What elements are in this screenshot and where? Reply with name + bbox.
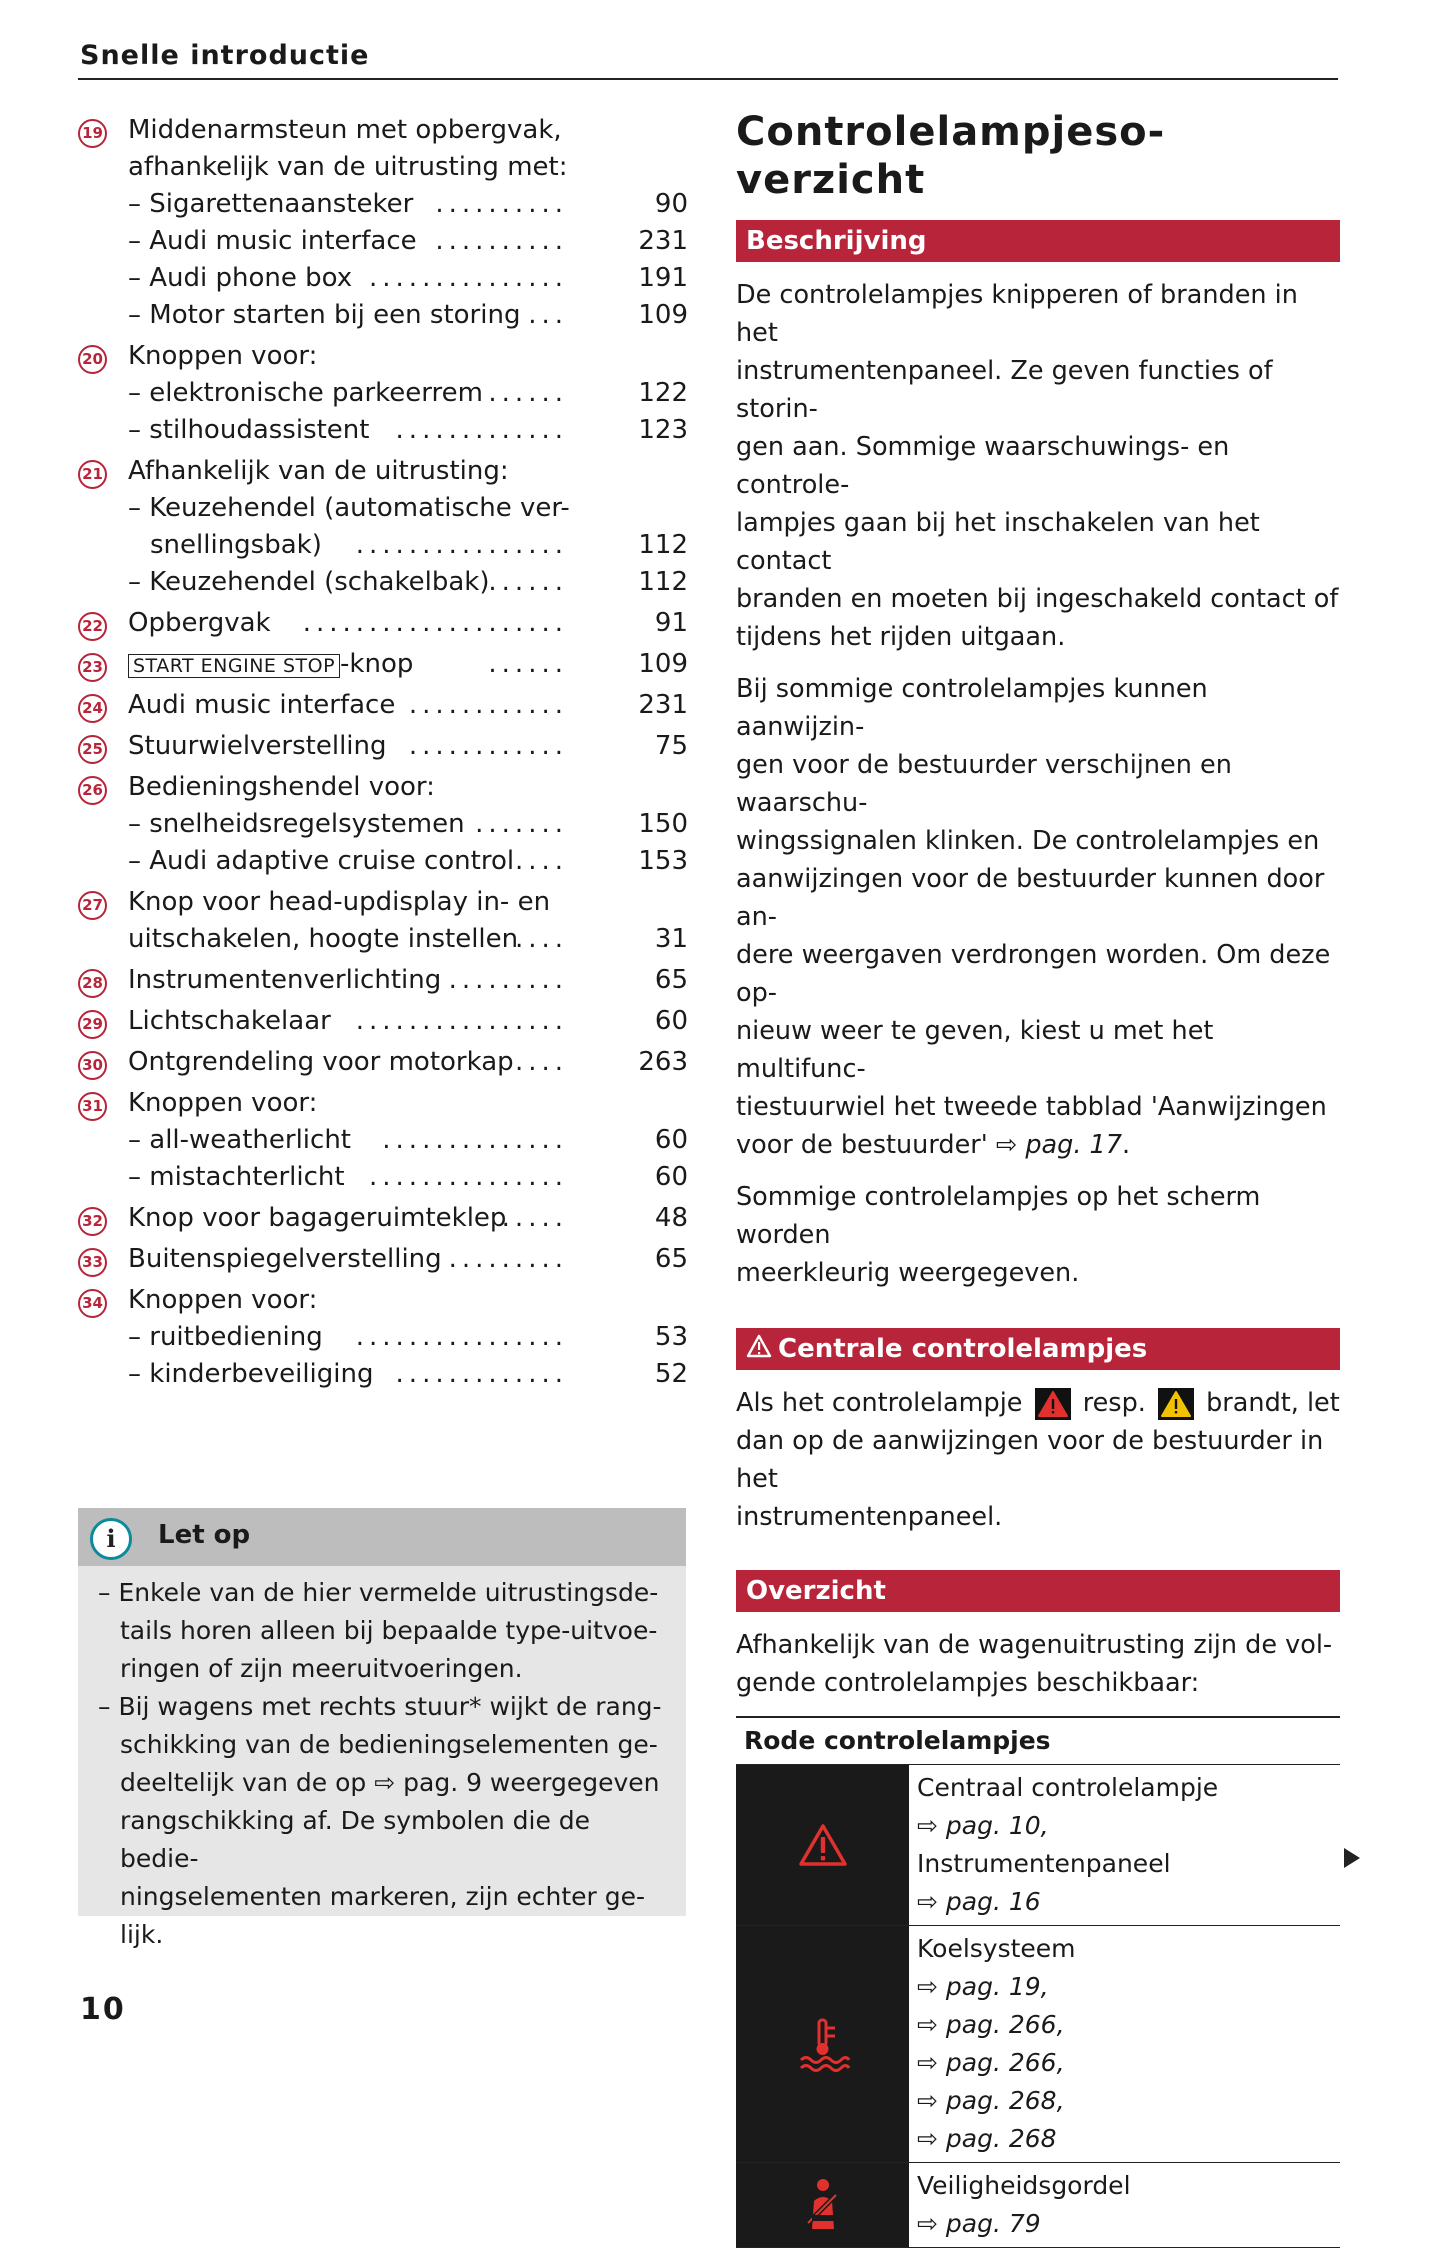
item-number-badge: 28 xyxy=(78,969,107,998)
toc-row xyxy=(78,1319,688,1356)
paragraph-1 xyxy=(736,276,1340,656)
toc-label xyxy=(128,1003,331,1040)
note-line: ningselementen markeren, zijn echter ge- xyxy=(120,1882,646,1911)
leader-dots: .............. xyxy=(382,1125,568,1155)
para-line: nieuw weer te geven, kiest u met het multifunc- xyxy=(736,1016,1214,1084)
list-item xyxy=(78,338,688,449)
para-line: Afhankelijk van de wagenuitrusting zijn de vol- xyxy=(736,1630,1333,1660)
toc-label: – Sigarettenaansteker xyxy=(128,189,414,219)
note-line: ringen of zijn meeruitvoeringen. xyxy=(120,1654,523,1683)
page-ref: 52 xyxy=(654,1359,688,1389)
item-number-badge: 30 xyxy=(78,1051,107,1080)
para-line: Bij sommige controlelampjes kunnen aanwijzin- xyxy=(736,674,1208,742)
para-line: dere weergaven verdrongen worden. Om deze op- xyxy=(736,940,1331,1008)
toc-row xyxy=(78,564,688,601)
leader-dots: ................ xyxy=(355,1322,568,1352)
item-number-badge: 25 xyxy=(78,735,107,764)
item-number-badge: 34 xyxy=(78,1289,107,1318)
note-body xyxy=(78,1566,686,1954)
page-link: ⇨ pag. 268, xyxy=(917,2086,1065,2115)
toc-row xyxy=(78,962,688,999)
leader-dots: ......... xyxy=(448,1244,568,1274)
list-item xyxy=(78,1241,688,1278)
list-item xyxy=(78,769,688,880)
item-number-badge: 32 xyxy=(78,1207,107,1236)
lamp-name: Centraal controlelampje xyxy=(917,1773,1219,1802)
note-title: Let op xyxy=(158,1520,251,1550)
toc-label: – stilhoudassistent xyxy=(128,415,370,445)
leader-dots: ............ xyxy=(408,731,568,761)
item-label: Knop voor bagageruimteklep xyxy=(128,1203,507,1233)
para-line: gen voor de bestuurder verschijnen en waarschu- xyxy=(736,750,1232,818)
toc-row xyxy=(78,687,688,724)
toc-row xyxy=(78,223,688,260)
item-label: Lichtschakelaar xyxy=(128,1006,331,1036)
leader-dots: .... xyxy=(514,1047,568,1077)
item-number-badge: 26 xyxy=(78,776,107,805)
page-ref: 31 xyxy=(654,924,688,954)
toc-row xyxy=(78,1200,688,1237)
para-line: Sommige controlelampjes op het scherm worden xyxy=(736,1182,1261,1250)
page-link: ⇨ pag. 266, xyxy=(917,2010,1065,2039)
item-text: Middenarmsteun met opbergvak, xyxy=(128,115,562,145)
list-item xyxy=(78,1200,688,1237)
toc-label: – all-weatherlicht xyxy=(128,1125,351,1155)
warning-triangle-icon xyxy=(746,1329,772,1371)
toc-row xyxy=(78,260,688,297)
list-item xyxy=(78,112,688,334)
para-line: wingssignalen klinken. De controlelampjes en xyxy=(736,826,1320,856)
item-number-badge: 22 xyxy=(78,612,107,641)
toc-row xyxy=(78,527,688,564)
page-link: ⇨ pag. 266, xyxy=(917,2048,1065,2077)
page-ref: 112 xyxy=(638,567,688,597)
item-text: Afhankelijk van de uitrusting: xyxy=(128,456,509,486)
item-text: Bedieningshendel voor: xyxy=(128,772,435,802)
item-number-badge: 33 xyxy=(78,1248,107,1277)
para-line: instrumentenpaneel. Ze geven functies of storin- xyxy=(736,356,1273,424)
toc-row xyxy=(78,186,688,223)
page-ref: 122 xyxy=(638,378,688,408)
toc-row xyxy=(78,1044,688,1081)
para-line: branden en moeten bij ingeschakeld contact of xyxy=(736,584,1339,614)
paragraph-2 xyxy=(736,670,1340,1164)
list-item xyxy=(78,605,688,642)
leader-dots: .......... xyxy=(435,189,568,219)
toc-label: – Motor starten bij een storing xyxy=(128,300,521,330)
toc-row xyxy=(78,1003,688,1040)
list-item xyxy=(78,1085,688,1196)
page-ref: 150 xyxy=(638,809,688,839)
page-ref: 60 xyxy=(654,1125,688,1155)
leader-dots: ....... xyxy=(475,809,568,839)
leader-dots: ................ xyxy=(355,530,568,560)
item-label: Instrumentenverlichting xyxy=(128,965,442,995)
red-warning-lamp-icon xyxy=(1035,1388,1071,1420)
leader-dots: ................ xyxy=(355,1006,568,1036)
page-ref: 123 xyxy=(638,415,688,445)
note-bullet xyxy=(98,1574,666,1688)
toc-label xyxy=(128,687,395,724)
page-ref: 60 xyxy=(654,1162,688,1192)
para-text: . xyxy=(1122,1130,1131,1160)
leader-dots: ............ xyxy=(408,690,568,720)
page-ref: 231 xyxy=(638,690,688,720)
para-line xyxy=(736,1126,1340,1164)
note-line: schikking van de bedieningselementen ge- xyxy=(120,1730,658,1759)
list-item xyxy=(78,1282,688,1393)
note-header xyxy=(78,1508,686,1566)
para-text: resp. xyxy=(1082,1388,1146,1418)
toc-label: uitschakelen, hoogte instellen xyxy=(128,924,519,954)
start-engine-stop-key: START ENGINE STOP xyxy=(128,654,340,678)
section-bar-beschrijving: Beschrijving xyxy=(736,220,1340,262)
toc-label xyxy=(128,1044,514,1081)
item-label: Buitenspiegelverstelling xyxy=(128,1244,442,1274)
note-box xyxy=(78,1508,686,1949)
toc-row xyxy=(78,728,688,765)
lamp-name: Veiligheidsgordel xyxy=(917,2171,1131,2200)
item-number-badge: 27 xyxy=(78,891,107,920)
page-header xyxy=(78,38,1338,80)
list-item xyxy=(78,687,688,724)
note-line: rangschikking af. De symbolen die de bedie- xyxy=(120,1806,591,1873)
note-line: – Bij wagens met rechts stuur* wijkt de rang- xyxy=(98,1692,662,1721)
right-column xyxy=(736,108,1340,2248)
page-ref: 53 xyxy=(654,1322,688,1352)
page-ref: 65 xyxy=(654,1244,688,1274)
toc-row xyxy=(78,1122,688,1159)
table-row xyxy=(736,1765,1340,1926)
next-page-arrow-icon xyxy=(1344,1848,1360,1868)
section-bar-centrale xyxy=(736,1328,1340,1370)
para-line: De controlelampjes knipperen of branden in het xyxy=(736,280,1298,348)
leader-dots: ...... xyxy=(488,567,568,597)
page-link: ⇨ pag. 19, xyxy=(917,1972,1049,2001)
item-number-badge: 23 xyxy=(78,653,107,682)
leader-dots: .... xyxy=(514,924,568,954)
toc-row xyxy=(78,806,688,843)
para-line: tijdens het rijden uitgaan. xyxy=(736,622,1066,652)
page-ref: 91 xyxy=(654,608,688,638)
item-label: Stuurwielverstelling xyxy=(128,731,387,761)
table-cell-text xyxy=(909,1765,1340,1925)
leader-dots: ............. xyxy=(395,1359,568,1389)
para-line: aanwijzingen voor de bestuurder kunnen door an- xyxy=(736,864,1325,932)
leader-dots: ...... xyxy=(488,649,568,679)
heading-line: verzicht xyxy=(736,157,926,203)
leader-dots: .......... xyxy=(435,226,568,256)
item-text: afhankelijk van de uitrusting met: xyxy=(128,152,568,182)
note-line: tails horen alleen bij bepaalde type-uitvoe- xyxy=(120,1616,658,1645)
list-item xyxy=(78,962,688,999)
page-ref: 75 xyxy=(654,731,688,761)
page-link: ⇨ pag. 79 xyxy=(917,2209,1041,2238)
item-text: Knoppen voor: xyxy=(128,341,318,371)
leader-dots: ...... xyxy=(488,378,568,408)
list-item xyxy=(78,884,688,958)
table-cell-text xyxy=(909,1926,1340,2162)
leader-dots: ............. xyxy=(395,415,568,445)
page-ref: 60 xyxy=(654,1006,688,1036)
list-item xyxy=(78,453,688,601)
toc-row xyxy=(78,1159,688,1196)
para-line: dan op de aanwijzingen voor de bestuurder in het xyxy=(736,1426,1324,1494)
note-line: deeltelijk van de op ⇨ pag. 9 weergegeven xyxy=(120,1768,660,1797)
toc-label xyxy=(128,646,413,683)
toc-row xyxy=(78,297,688,334)
toc-row xyxy=(78,1356,688,1393)
page-ref: 112 xyxy=(638,530,688,560)
paragraph-5 xyxy=(736,1626,1340,1702)
page-link: ⇨ pag. 16 xyxy=(917,1887,1041,1916)
table-row xyxy=(736,2163,1340,2248)
toc-label: – Audi music interface xyxy=(128,226,417,256)
toc-row xyxy=(78,412,688,449)
note-line: lijk. xyxy=(120,1920,164,1949)
toc-label xyxy=(128,962,441,999)
page-ref: 48 xyxy=(654,1203,688,1233)
heading-line: Controlelampjeso- xyxy=(736,109,1166,155)
page-link: ⇨ pag. 17 xyxy=(995,1130,1122,1160)
section-bar-overzicht: Overzicht xyxy=(736,1570,1340,1612)
toc-label: – mistachterlicht xyxy=(128,1162,345,1192)
note-line: – Enkele van de hier vermelde uitrustingsde- xyxy=(98,1578,659,1607)
section-heading xyxy=(736,108,1340,204)
warning-lamp-table xyxy=(736,1716,1340,2248)
item-number-badge: 24 xyxy=(78,694,107,723)
item-number-badge: 19 xyxy=(78,119,107,148)
para-line: gende controlelampjes beschikbaar: xyxy=(736,1668,1200,1698)
toc-label: – kinderbeveiliging xyxy=(128,1359,374,1389)
para-text: Als het controlelampje xyxy=(736,1388,1023,1418)
item-number-badge: 31 xyxy=(78,1092,107,1121)
header-title: Snelle introductie xyxy=(80,40,370,71)
para-line: meerkleurig weergegeven. xyxy=(736,1258,1080,1288)
lamp-name: Instrumentenpaneel xyxy=(917,1849,1171,1878)
table-cell-text xyxy=(909,2163,1340,2247)
para-line: lampjes gaan bij het inschakelen van het contact xyxy=(736,508,1260,576)
para-text: voor de bestuurder' xyxy=(736,1130,996,1160)
toc-label: – Keuzehendel (schakelbak) xyxy=(128,567,490,597)
page-ref: 231 xyxy=(638,226,688,256)
table-header: Rode controlelampjes xyxy=(736,1718,1340,1765)
toc-row xyxy=(78,605,688,642)
page-ref: 109 xyxy=(638,649,688,679)
table-row xyxy=(736,1926,1340,2163)
para-text: brandt, let xyxy=(1206,1388,1340,1418)
list-item xyxy=(78,728,688,765)
page-link: ⇨ pag. 10, xyxy=(917,1811,1049,1840)
para-line: tiestuurwiel het tweede tabblad 'Aanwijzingen xyxy=(736,1092,1327,1122)
seatbelt-icon xyxy=(736,2163,909,2247)
item-text: Knoppen voor: xyxy=(128,1285,318,1315)
toc-label: – Audi phone box xyxy=(128,263,353,293)
page-ref: 153 xyxy=(638,846,688,876)
toc-label: – Audi adaptive cruise control xyxy=(128,846,515,876)
toc-label: – elektronische parkeerrem xyxy=(128,378,483,408)
item-label: Ontgrendeling voor motorkap xyxy=(128,1047,514,1077)
leader-dots: ......... xyxy=(448,965,568,995)
list-item xyxy=(78,1003,688,1040)
item-label: Opbergvak xyxy=(128,608,271,638)
warning-triangle-icon xyxy=(736,1765,909,1925)
list-item xyxy=(78,1044,688,1081)
leader-dots: ............... xyxy=(369,263,568,293)
toc-label: – snelheidsregelsystemen xyxy=(128,809,465,839)
leader-dots: .................... xyxy=(302,608,568,638)
item-text: Knoppen voor: xyxy=(128,1088,318,1118)
item-number-badge: 29 xyxy=(78,1010,107,1039)
leader-dots: ... xyxy=(528,300,568,330)
toc-label xyxy=(128,1200,506,1237)
note-bullet xyxy=(98,1688,666,1954)
paragraph-4 xyxy=(736,1384,1340,1536)
leader-dots: ..... xyxy=(501,1203,568,1233)
leader-dots: ............... xyxy=(369,1162,568,1192)
list-item xyxy=(78,646,688,683)
toc-row xyxy=(78,843,688,880)
info-icon: i xyxy=(90,1518,132,1560)
page-ref: 109 xyxy=(638,300,688,330)
page-ref: 65 xyxy=(654,965,688,995)
toc-label xyxy=(128,728,387,765)
item-label: Audi music interface xyxy=(128,690,396,720)
toc-label: – ruitbediening xyxy=(128,1322,323,1352)
page-number: 10 xyxy=(80,1992,126,2027)
lamp-name: Koelsysteem xyxy=(917,1934,1076,1963)
page-ref: 263 xyxy=(638,1047,688,1077)
coolant-temperature-icon xyxy=(736,1926,909,2162)
toc-label xyxy=(128,1241,442,1278)
yellow-warning-lamp-icon xyxy=(1158,1388,1194,1420)
page-ref: 191 xyxy=(638,263,688,293)
toc-row xyxy=(78,921,688,958)
page-ref: 90 xyxy=(654,189,688,219)
item-text: Knop voor head-updisplay in- en xyxy=(128,887,551,917)
item-number-badge: 20 xyxy=(78,345,107,374)
control-list xyxy=(78,112,688,1397)
page-link: ⇨ pag. 268 xyxy=(917,2124,1057,2153)
paragraph-3 xyxy=(736,1178,1340,1292)
para-line: gen aan. Sommige waarschuwings- en controle- xyxy=(736,432,1230,500)
toc-label xyxy=(128,605,271,642)
item-number-badge: 21 xyxy=(78,460,107,489)
leader-dots: .... xyxy=(514,846,568,876)
toc-row xyxy=(78,646,688,683)
sub-item-text: – Keuzehendel (automatische ver- xyxy=(128,493,570,523)
para-line: instrumentenpaneel. xyxy=(736,1502,1003,1532)
toc-row xyxy=(78,375,688,412)
section-bar-label: Centrale controlelampjes xyxy=(778,1334,1148,1364)
toc-label: snellingsbak) xyxy=(150,530,322,560)
item-label: START ENGINE STOP -knop xyxy=(128,649,413,679)
toc-row xyxy=(78,1241,688,1278)
